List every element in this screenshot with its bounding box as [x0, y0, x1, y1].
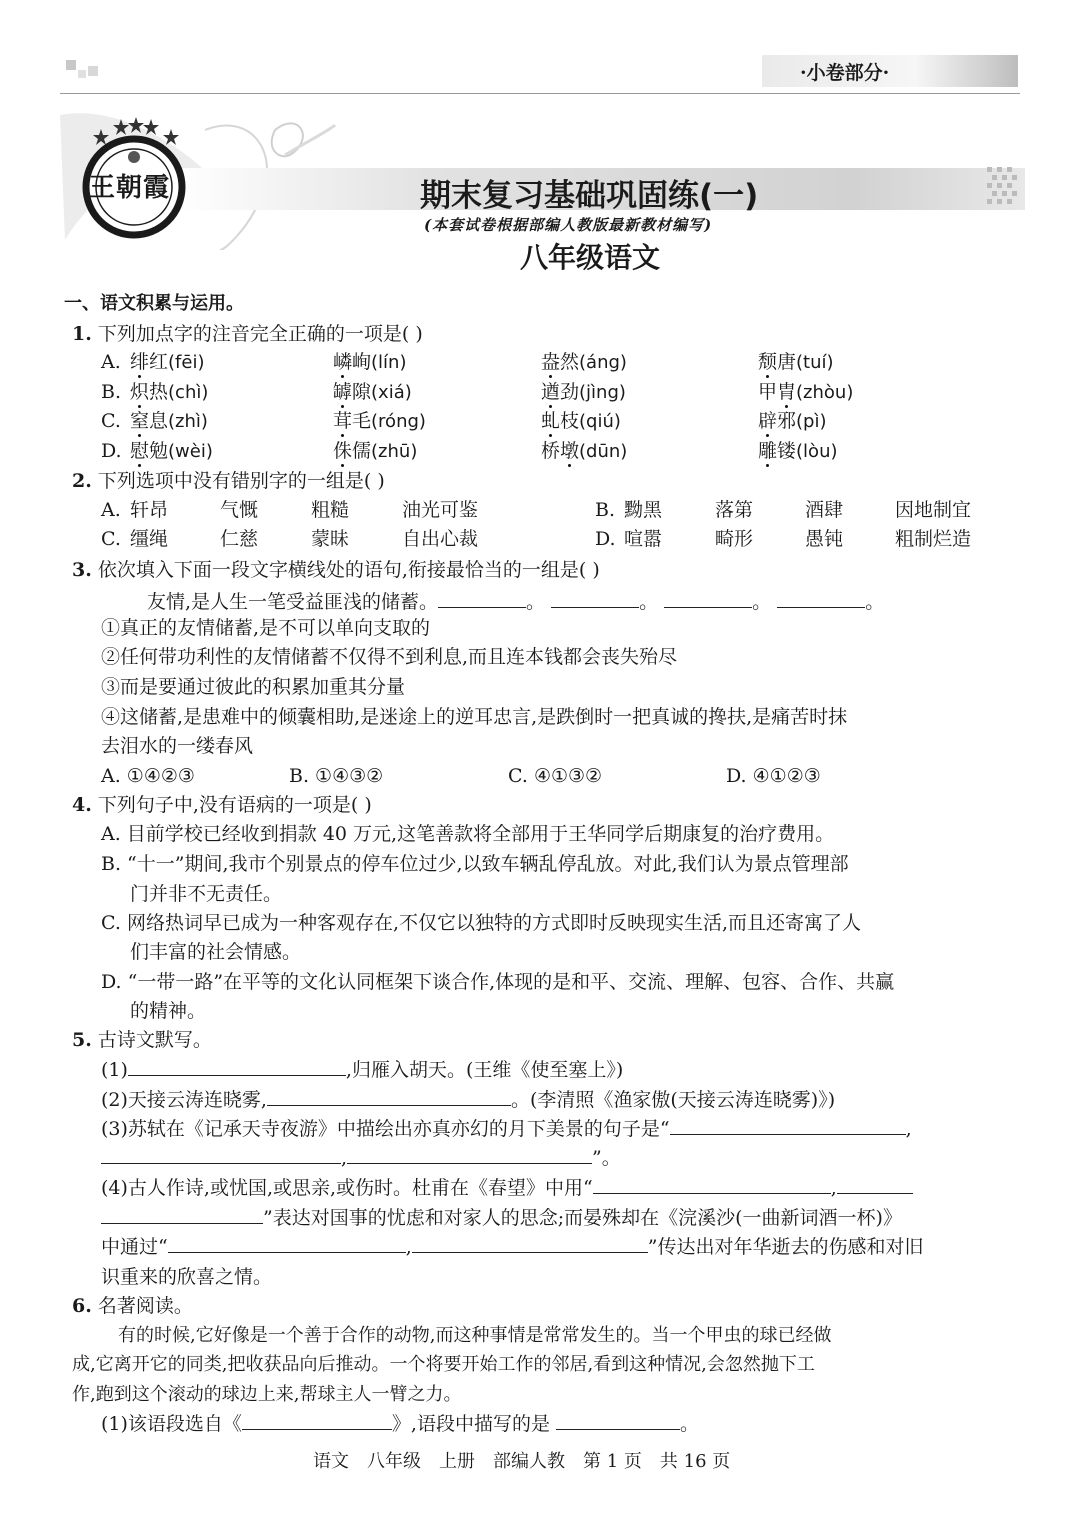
question-3-passage: 友情,是人生一笔受益匪浅的储蓄。 。 。 。 。: [147, 591, 885, 613]
option-letter: D.: [595, 528, 616, 550]
pinyin-item: 桥墩(dūn): [541, 440, 628, 462]
question-5-part-3: (3)苏轼在《记承天寺夜游》中描绘出亦真亦幻的月下美景的句子是“ ,: [101, 1118, 912, 1140]
pinyin-item: 颓唐(tuí): [758, 351, 834, 373]
question-5-stem: 5. 古诗文默写。: [72, 1029, 212, 1051]
corner-decoration: [88, 66, 98, 76]
answer-blank[interactable]: [670, 1116, 906, 1135]
top-rule: [60, 93, 1020, 94]
pinyin-item: 侏儒(zhū): [333, 440, 418, 462]
option-word: 蒙昧: [311, 528, 350, 550]
pinyin-item: 盎然(áng): [541, 351, 627, 373]
option-word: 落第: [715, 499, 754, 521]
pinyin-item: 罅隙(xiá): [333, 381, 412, 403]
option-letter: C.: [101, 528, 121, 550]
pinyin-item: 虬枝(qiú): [541, 410, 621, 432]
question-6-part-1: (1)该语段选自《 》,语段中描写的是 。: [101, 1413, 700, 1435]
answer-blank[interactable]: [347, 1145, 592, 1164]
answer-blank[interactable]: [101, 1205, 263, 1224]
pinyin-item: 遒劲(jìng): [541, 381, 626, 403]
answer-blank[interactable]: [168, 1234, 406, 1253]
question-4-option: 门并非不无责任。: [130, 883, 283, 905]
question-5-part-1: (1) ,归雁入胡天。(王维《使至塞上》): [101, 1059, 624, 1081]
pinyin-item: 甲胄(zhòu): [758, 381, 854, 403]
question-5-part-2: (2)天接云涛连晓雾, 。(李清照《渔家傲(天接云涛连晓雾)》): [101, 1089, 836, 1111]
logo-text: 王朝霞: [89, 173, 171, 203]
answer-blank[interactable]: [267, 1087, 511, 1106]
option-letter: A.: [101, 351, 121, 373]
pinyin-item: 窒息(zhì): [130, 410, 208, 432]
option-word: 愚钝: [805, 528, 844, 550]
option-word: 喧嚣: [624, 528, 663, 550]
answer-blank[interactable]: [593, 1175, 831, 1194]
option-word: 黝黑: [624, 499, 663, 521]
question-3-sentence: ①真正的友情储蓄,是不可以单向支取的: [101, 617, 431, 639]
option-word: 仁慈: [220, 528, 259, 550]
option-letter: A.: [101, 499, 121, 521]
question-4-option: C. 网络热词早已成为一种客观存在,不仅它以独特的方式即时反映现实生活,而且还寄寓了人: [101, 912, 862, 934]
section-tag: ·小卷部分·: [800, 62, 890, 84]
question-3-sentence: ③而是要通过彼此的积累加重其分量: [101, 676, 406, 698]
answer-blank[interactable]: [412, 1234, 648, 1253]
question-2-stem: 2. 下列选项中没有错别字的一组是( ): [72, 470, 385, 492]
answer-blank[interactable]: [101, 1145, 341, 1164]
option-word: 轩昂: [130, 499, 169, 521]
reading-paragraph: 成,它离开它的同类,把收获品向后推动。一个将要开始工作的邻居,看到这种情况,会忽然抛下工: [72, 1354, 815, 1375]
option-letter: B.: [101, 381, 122, 403]
option-word: 畸形: [715, 528, 754, 550]
question-4-stem: 4. 下列句子中,没有语病的一项是( ): [72, 794, 372, 816]
option-word: 酒肆: [805, 499, 844, 521]
question-3-sentence: ②任何带功利性的友情储蓄不仅得不到利息,而且连本钱都会丧失殆尽: [101, 646, 678, 668]
option-word: 因地制宜: [895, 499, 972, 521]
pinyin-item: 慰勉(wèi): [130, 440, 213, 462]
pinyin-item: 炽热(chì): [130, 381, 209, 403]
section-tag-box: [762, 55, 1018, 87]
option-letter: B.: [595, 499, 616, 521]
question-6-stem: 6. 名著阅读。: [72, 1295, 193, 1317]
question-3-stem: 3. 依次填入下面一段文字横线处的语句,衔接最恰当的一组是( ): [72, 559, 600, 581]
question-5-part-4-cont: 识重来的欣喜之情。: [101, 1266, 273, 1288]
question-3-sentence: ④这储蓄,是患难中的倾囊相助,是迷途上的逆耳忠言,是跌倒时一把真诚的搀扶,是痛苦时抹: [101, 706, 848, 728]
answer-blank[interactable]: [128, 1057, 346, 1076]
question-3-sentence: 去泪水的一缕春风: [101, 735, 254, 757]
question-1-stem: 1. 下列加点字的注音完全正确的一项是( ): [72, 323, 423, 345]
question-3-option: B. ①④③②: [289, 765, 384, 787]
option-word: 气慨: [220, 499, 259, 521]
answer-blank[interactable]: [837, 1175, 913, 1194]
question-4-option: A. 目前学校已经收到捐款 40 万元,这笔善款将全部用于王华同学后期康复的治疗费用。: [101, 823, 835, 845]
question-4-option: 们丰富的社会情感。: [130, 941, 302, 963]
option-letter: C.: [101, 410, 121, 432]
question-3-option: C. ④①③②: [508, 765, 603, 787]
pinyin-item: 嶙峋(lín): [333, 351, 407, 373]
dotted-pattern-decoration: [985, 165, 1025, 215]
corner-decoration: [66, 60, 76, 70]
question-4-option: 的精神。: [130, 1000, 207, 1022]
pinyin-item: 茸毛(róng): [333, 410, 426, 432]
grade-title: 八年级语文: [520, 241, 661, 274]
question-5-part-4-cont: 中通过“ , ”传达出对年华逝去的伤感和对旧: [101, 1236, 924, 1258]
option-word: 自出心裁: [402, 528, 479, 550]
page-title: 期末复习基础巩固练(一): [420, 178, 759, 214]
corner-decoration: [78, 70, 86, 78]
pinyin-item: 绯红(fēi): [130, 351, 205, 373]
page-subtitle: (本套试卷根据部编人教版最新教材编写): [424, 216, 713, 234]
option-word: 粗制烂造: [895, 528, 972, 550]
page-footer: 语文 八年级 上册 部编人教 第 1 页 共 16 页: [313, 1451, 731, 1472]
section-heading: 一、语文积累与运用。: [64, 293, 244, 314]
reading-paragraph: 作,跑到这个滚动的球边上来,帮球主人一臂之力。: [72, 1384, 462, 1405]
reading-paragraph: 有的时候,它好像是一个善于合作的动物,而这种事情是常常发生的。当一个甲虫的球已经做: [118, 1325, 832, 1346]
pinyin-item: 雕镂(lòu): [758, 440, 838, 462]
option-word: 油光可鉴: [402, 499, 479, 521]
question-4-option: D. “一带一路”在平等的文化认同框架下谈合作,体现的是和平、交流、理解、包容、合作、共赢: [101, 971, 895, 993]
question-5-part-3-cont: , ”。: [101, 1144, 621, 1172]
pinyin-item: 辟邪(pì): [758, 410, 827, 432]
question-5-part-4-cont: ”表达对国事的忧虑和对家人的思念;而晏殊却在《浣溪沙(一曲新词酒一杯)》: [101, 1204, 902, 1232]
option-word: 缰绳: [130, 528, 169, 550]
question-5-part-4: (4)古人作诗,或忧国,或思亲,或伤时。杜甫在《春望》中用“ ,: [101, 1174, 913, 1202]
option-word: 粗糙: [311, 499, 350, 521]
question-3-option: D. ④①②③: [726, 765, 821, 787]
question-4-option: B. “十一”期间,我市个别景点的停车位过少,以致车辆乱停乱放。对此,我们认为景点管理部: [101, 853, 849, 875]
answer-blank[interactable]: [556, 1411, 680, 1430]
question-3-option: A. ①④②③: [101, 765, 195, 787]
answer-blank[interactable]: [242, 1411, 392, 1430]
option-letter: D.: [101, 440, 122, 462]
